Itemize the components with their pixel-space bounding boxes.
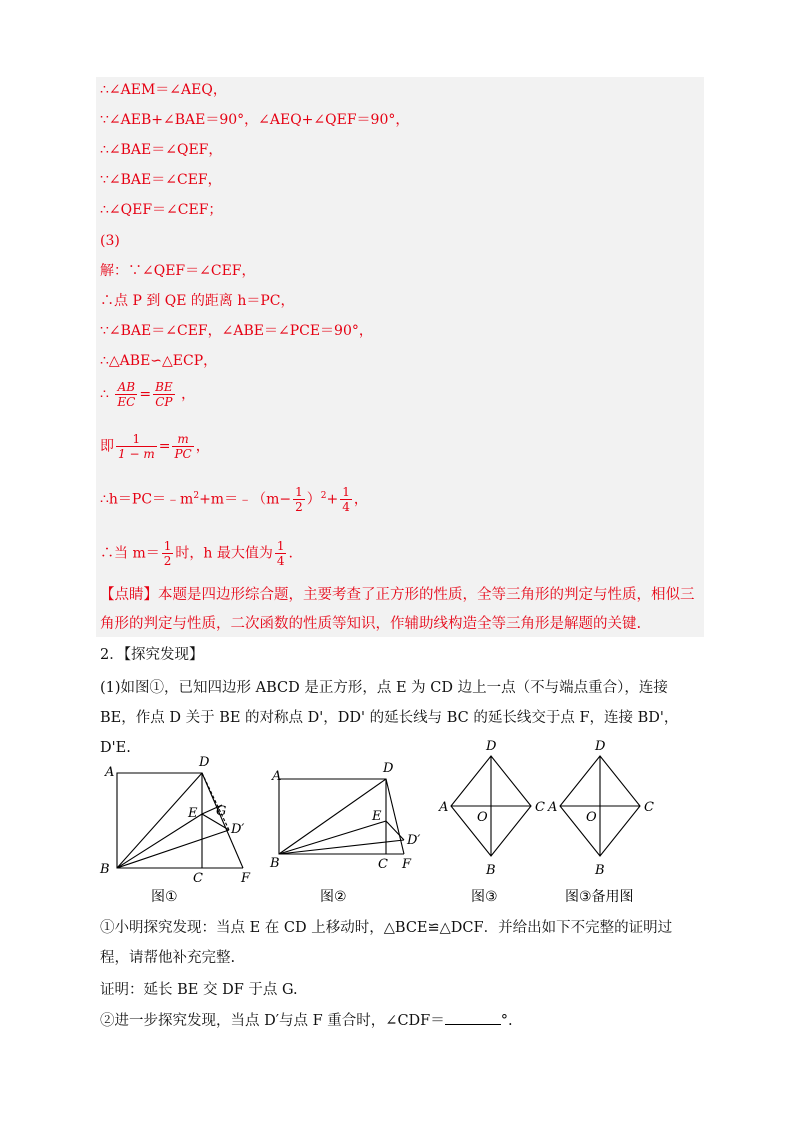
figure-3-diagram [451,756,531,856]
figure-1-diagram [117,773,243,868]
fig1-line-be [117,814,202,868]
answer-blank[interactable] [445,1010,501,1025]
fig2-label-d: D [383,761,394,776]
fig3-label-b: B [486,863,496,878]
fig4-label-d: D [595,739,606,754]
part-3-label: (3) [100,233,120,249]
fig3-label-d: D [486,739,497,754]
fig2-label-c: C [378,857,388,872]
fig4-label-c: C [644,800,654,815]
fig2-label-dprime: D′ [407,833,421,848]
problem-part-1: (1)如图①，已知四边形 ABCD 是正方形，点 E 为 CD 边上一点（不与端点重合），连接 BE，作点 D 关于 BE 的对称点 D'，DD' 的延长线与 BC 的延长线交于点 F，连接 BD'，D'E. [100,680,679,756]
fig4-label-o: O [586,810,597,825]
solution-line-5: ∴∠QEF＝∠CEF； [100,202,223,218]
fig4-label-a: A [548,800,558,815]
fig2-line-be [279,821,386,854]
fig2-label-a: A [272,769,282,784]
fraction-quarter-2: $\frac{1}{4}$ [276,539,285,568]
fig3-label-a: A [439,800,449,815]
fraction-half-2: $\frac{1}{2}$ [163,539,172,568]
caption-figure-2: 图② [320,889,347,905]
solution-line-2: ∵∠AEB+∠BAE＝90°，∠AEQ+∠QEF＝90°， [100,112,410,128]
proof-start: 证明：延长 BE 交 DF 于点 G. [100,982,298,998]
fig2-line-bd [279,779,386,854]
solution-line-7: 解：∵∠QEF＝∠CEF， [100,263,256,279]
fraction-half: $\frac{1}{2}$ [295,485,303,514]
comment-text: 本题是四边形综合题，主要考查了正方形的性质，全等三角形的判定与性质，相似三角形的判定与性质，二次函数的性质等知识，作辅助线构造全等三角形是解题的关键. [100,587,695,632]
fraction-be-cp: $\frac{BE}{CP}$ [155,380,173,409]
caption-figure-1: 图① [151,889,178,905]
fig2-line-edp [386,821,404,840]
figure-4-diagram [560,756,640,856]
figure-2-diagram [279,779,404,854]
problem-part-1-sub-1: ①小明探究发现：当点 E 在 CD 上移动时，△BCE≌△DCF．并给出如下不完整的证明过程，请帮他补充完整. [100,920,673,966]
fig1-label-b: B [100,862,110,877]
fraction-1-over-1-minus-m: $\frac{1}{1 - m}$ [118,432,155,461]
fig1-label-d: D [199,755,210,770]
fig1-label-e: E [188,806,198,821]
figure-row [0,735,800,925]
ratio-equation: ∴ $\frac{AB}{EC}$ = $\frac{BE}{CP}$ ， [100,380,196,409]
solution-line-10: ∴△ABE∽△ECP， [100,353,218,369]
problem-heading: 2．【探究发现】 [100,647,204,663]
problem-part-1-sub-2: ②进一步探究发现，当点 D′与点 F 重合时，∠CDF＝ °. [100,1010,513,1031]
fig2-line-bdp [279,840,404,854]
fig2-label-f: F [402,857,412,872]
fig1-label-dprime: D′ [231,822,245,837]
fig1-label-g: G [216,804,227,819]
solution-line-1: ∴∠AEM＝∠AEQ， [100,82,227,98]
comment-paragraph [100,581,700,639]
fig2-line-df [386,779,404,854]
fig3-label-o: O [477,810,488,825]
solution-line-3: ∴∠BAE＝∠QEF， [100,142,223,158]
quadratic-equation: $\therefore h=PC=﹣m^2+m=﹣(m-$ $\frac{1}{2}$ ）$^2$+ $\frac{1}{4}$ ， [100,485,368,514]
fig2-label-e: E [372,809,382,824]
fraction-ab-ec: $\frac{AB}{EC}$ [117,380,136,409]
fig4-label-b: B [595,863,605,878]
fig2-label-b: B [270,856,280,871]
solution-line-4: ∵∠BAE＝∠CEF， [100,172,222,188]
substitution-equation: 即 $\frac{1}{1 - m}$ = $\frac{m}{PC}$ ， [100,432,210,461]
solution-line-9: ∵∠BAE＝∠CEF，∠ABE＝∠PCE＝90°， [100,323,373,339]
solution-line-8: ∴点 P 到 QE 的距离 h＝PC， [100,293,295,309]
comment-tag: 【点睛】 [100,587,158,603]
caption-figure-3: 图③ [471,889,498,905]
fig1-label-a: A [105,765,115,780]
max-value-statement: ∴当 m＝ $\frac{1}{2}$ 时，h 最大值为 $\frac{1}{4}$ . [100,539,293,568]
fraction-quarter: $\frac{1}{4}$ [342,485,350,514]
caption-figure-3-spare: 图③备用图 [565,889,634,905]
fig1-label-c: C [193,871,203,886]
fig3-label-c: C [535,800,545,815]
fraction-m-over-pc: $\frac{m}{PC}$ [174,432,192,461]
fig1-label-f: F [241,871,251,886]
